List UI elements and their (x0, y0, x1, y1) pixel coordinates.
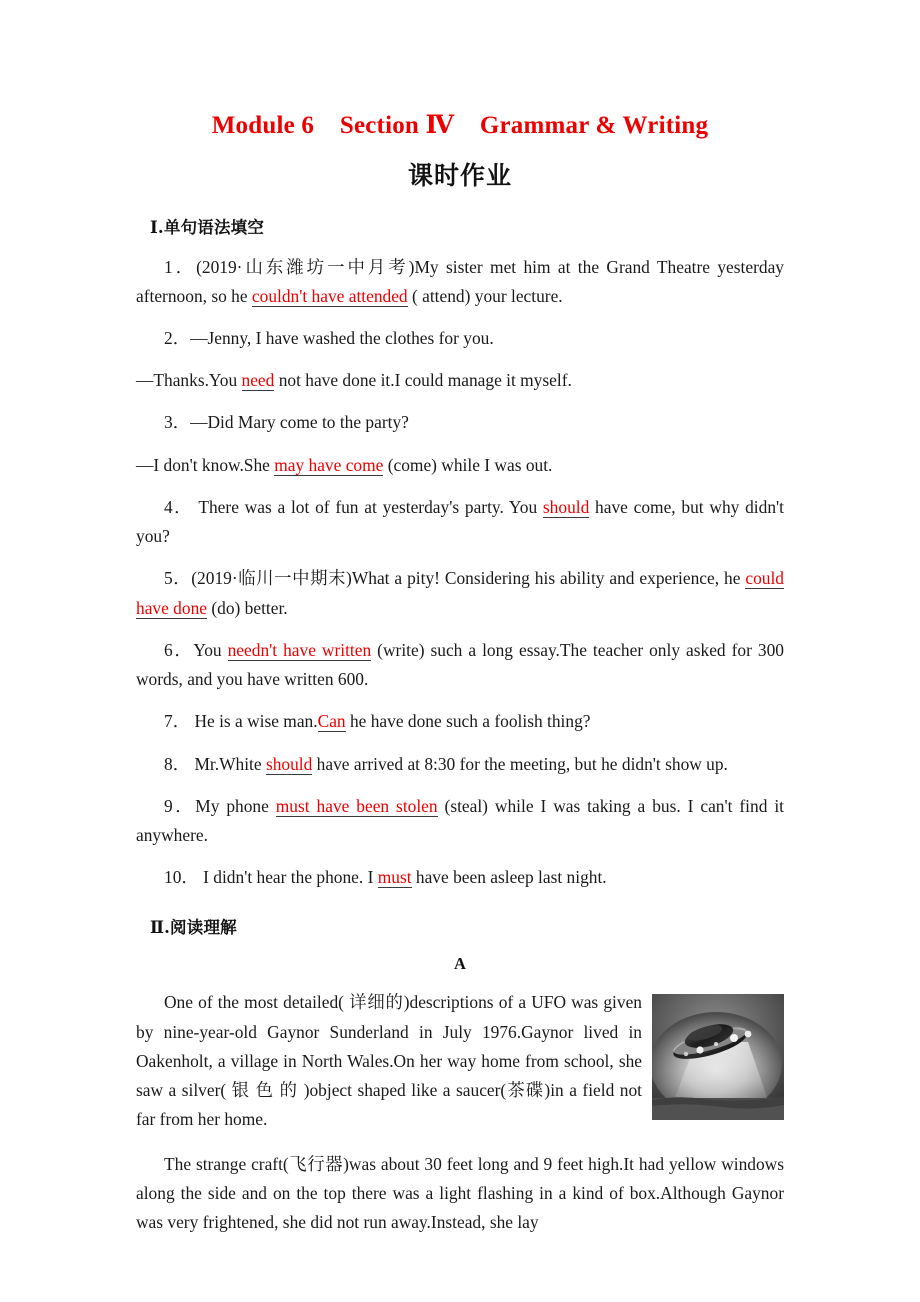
page-content (136, 0, 784, 1237)
ufo-photo (652, 994, 784, 1120)
question-number: 4． (164, 496, 193, 517)
question-item-reply (136, 438, 784, 480)
question-item (136, 551, 784, 622)
question-text: I didn't hear the phone. I (198, 867, 378, 888)
answer-blank: must have been stolen (275, 795, 438, 816)
question-text: —Jenny, I have washed the clothes for you. (190, 327, 494, 348)
question-text: —I don't know.She (136, 454, 275, 475)
question-number: 9． (164, 795, 196, 816)
question-text: —Did Mary come to the party? (190, 412, 409, 433)
question-number: 5． (164, 568, 192, 589)
answer-blank: should (542, 496, 590, 517)
page-subtitle: 课时作业 (407, 160, 512, 190)
question-number: 6． (164, 639, 194, 660)
passage-paragraph: The strange craft(飞行器)was about 30 feet long and 9 feet high.It had yellow windows along the side and on the top there was a light flashing in a kind of box.Although Gaynor was very frightened, she did not run away.Instead, she lay (136, 1153, 784, 1233)
question-text: Mr.White (190, 753, 266, 774)
answer-blank: may have come (274, 454, 384, 475)
question-number: 10． (164, 867, 199, 888)
section-heading-reading: Ⅱ.阅读理解 (150, 918, 237, 938)
question-item (136, 737, 784, 779)
answer-blank: couldn't have attended (251, 285, 408, 306)
question-number: 1． (164, 256, 197, 277)
question-text: (2019·山东潍坊一中月考)My sister met him at the Grand Theatre yesterday afternoon, so he (136, 256, 784, 306)
question-text-tail: ( attend) your lecture. (407, 285, 563, 306)
question-text-tail: have come, but why didn't you? (136, 496, 784, 547)
question-item (136, 850, 784, 892)
question-item (136, 395, 784, 437)
question-text: There was a lot of fun at yesterday's party. You (192, 496, 543, 517)
question-number: 8． (164, 753, 191, 774)
question-item-reply (136, 353, 784, 395)
question-text-tail: not have done it.I could manage it myself. (274, 370, 572, 391)
passage-part-label: A (454, 954, 466, 974)
answer-blank: Can (317, 711, 346, 732)
question-item (136, 480, 784, 551)
question-text: (2019·临川一中期末)What a pity! Considering his ability and experience, he (191, 568, 746, 589)
question-text: He is a wise man. (190, 711, 318, 732)
question-text-tail: (do) better. (206, 597, 288, 618)
answer-blank: needn't have written (227, 639, 372, 660)
question-item (136, 623, 784, 694)
question-item (136, 779, 784, 850)
section-heading-grammar-fill: Ⅰ.单句语法填空 (150, 217, 265, 237)
question-number: 3． (164, 412, 191, 433)
question-text-tail: have been asleep last night. (411, 867, 607, 888)
reading-passage (136, 974, 784, 1237)
question-text-tail: (write) such a long essay.The teacher only asked for 300 words, and you have written 600. (136, 639, 784, 690)
answer-blank: should (265, 753, 313, 774)
question-item (136, 694, 784, 736)
question-number: 2． (164, 327, 191, 348)
question-item (136, 311, 784, 353)
page-title: Module 6 Section Ⅳ Grammar & Writing (211, 112, 709, 139)
question-text-tail: have arrived at 8:30 for the meeting, but he didn't show up. (312, 753, 728, 774)
question-text: My phone (195, 795, 276, 816)
question-number: 7． (164, 711, 191, 732)
question-text-tail: (steal) while I was taking a bus. I can't find it anywhere. (136, 795, 784, 846)
question-item (136, 238, 784, 311)
passage-paragraph: One of the most detailed( 详细的)descriptions of a UFO was given by nine-year-old Gaynor Sunderland in July 1976.Gaynor lived in Oakenholt, a village in North Wales.On her way home from school, she saw a silver( 银 色 的 )object shaped like a saucer(茶碟)in a field not far from her home. (136, 992, 642, 1130)
answer-blank: could have done (136, 568, 784, 618)
answer-blank: must (377, 867, 412, 888)
answer-blank: need (241, 370, 275, 391)
question-text: —Thanks.You (136, 370, 242, 391)
question-text-tail: he have done such a foolish thing? (345, 711, 591, 732)
question-text-tail: (come) while I was out. (383, 454, 553, 475)
question-text: You (193, 639, 228, 660)
